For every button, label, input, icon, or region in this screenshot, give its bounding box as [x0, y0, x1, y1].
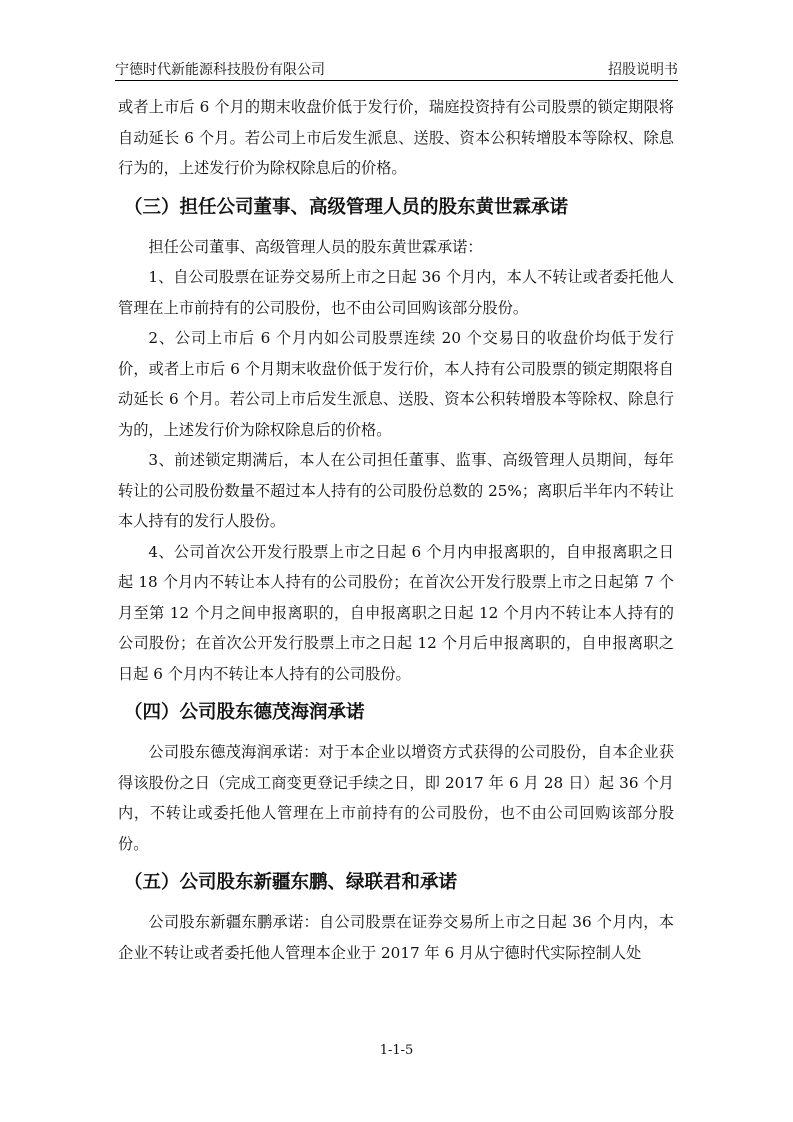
paragraph: 公司股东德茂海润承诺：对于本企业以增资方式获得的公司股份，自本企业获得该股份之日（完成工商变更登记手续之日，即 2017 年 6 月 28 日）起 36 个月内，不转让或委托他人管理在上市前持有的公司股份，也不由公司回购该部分股份。: [118, 743, 674, 853]
paragraph: 4、公司首次公开发行股票上市之日起 6 个月内申报离职的，自申报离职之日起 18 个月内不转让本人持有的公司股份；在首次公开发行股票上市之日起第 7 个月至第 12 个月之间申报离职的，自申报离职之日起 12 个月内不转让本人持有的公司股份；在首次公开发行股票上市之日起 12 个月后申报离职的，自申报离职之日起 6 个月内不转让本人持有的公司股份。: [118, 542, 674, 683]
section-heading-3: （三）担任公司董事、高级管理人员的股东黄世霖承诺: [124, 196, 569, 218]
section-heading-4: （四）公司股东德茂海润承诺: [124, 702, 365, 723]
paragraph: 或者上市后 6 个月的期末收盘价低于发行价，瑞庭投资持有公司股票的锁定期限将自动延长 6 个月。若公司上市后发生派息、送股、资本公积转增股本等除权、除息行为的，上述发行价为除权除息后的价格。: [118, 98, 674, 177]
paragraph: 担任公司董事、高级管理人员的股东黄世霖承诺：: [148, 237, 483, 256]
paragraph: 3、前述锁定期满后，本人在公司担任董事、监事、高级管理人员期间，每年转让的公司股份数量不超过本人持有的公司股份总数的 25%；离职后半年内不转让本人持有的发行人股份。: [118, 451, 674, 530]
header-divider: [115, 80, 678, 81]
header-company-name: 宁德时代新能源科技股份有限公司: [115, 62, 325, 78]
paragraph: 公司股东新疆东鹏承诺：自公司股票在证券交易所上市之日起 36 个月内，本企业不转让或者委托他人管理本企业于 2017 年 6 月从宁德时代实际控制人处: [118, 913, 674, 962]
header-document-type: 招股说明书: [608, 62, 678, 78]
page-header: [115, 55, 678, 79]
page-number: 1-1-5: [379, 1043, 414, 1058]
section-heading-5: （五）公司股东新疆东鹏、绿联君和承诺: [124, 872, 458, 893]
paragraph: 2、公司上市后 6 个月内如公司股票连续 20 个交易日的收盘价均低于发行价，或者上市后 6 个月期末收盘价低于发行价，本人持有公司股票的锁定期限将自动延长 6 个月。若公司上市后发生派息、送股、资本公积转增股本等除权、除息行为的，上述发行价为除权除息后的价格。: [118, 329, 674, 439]
paragraph: 1、自公司股票在证券交易所上市之日起 36 个月内，本人不转让或者委托他人管理在上市前持有的公司股份，也不由公司回购该部分股份。: [118, 268, 674, 317]
document-body: [118, 92, 674, 968]
